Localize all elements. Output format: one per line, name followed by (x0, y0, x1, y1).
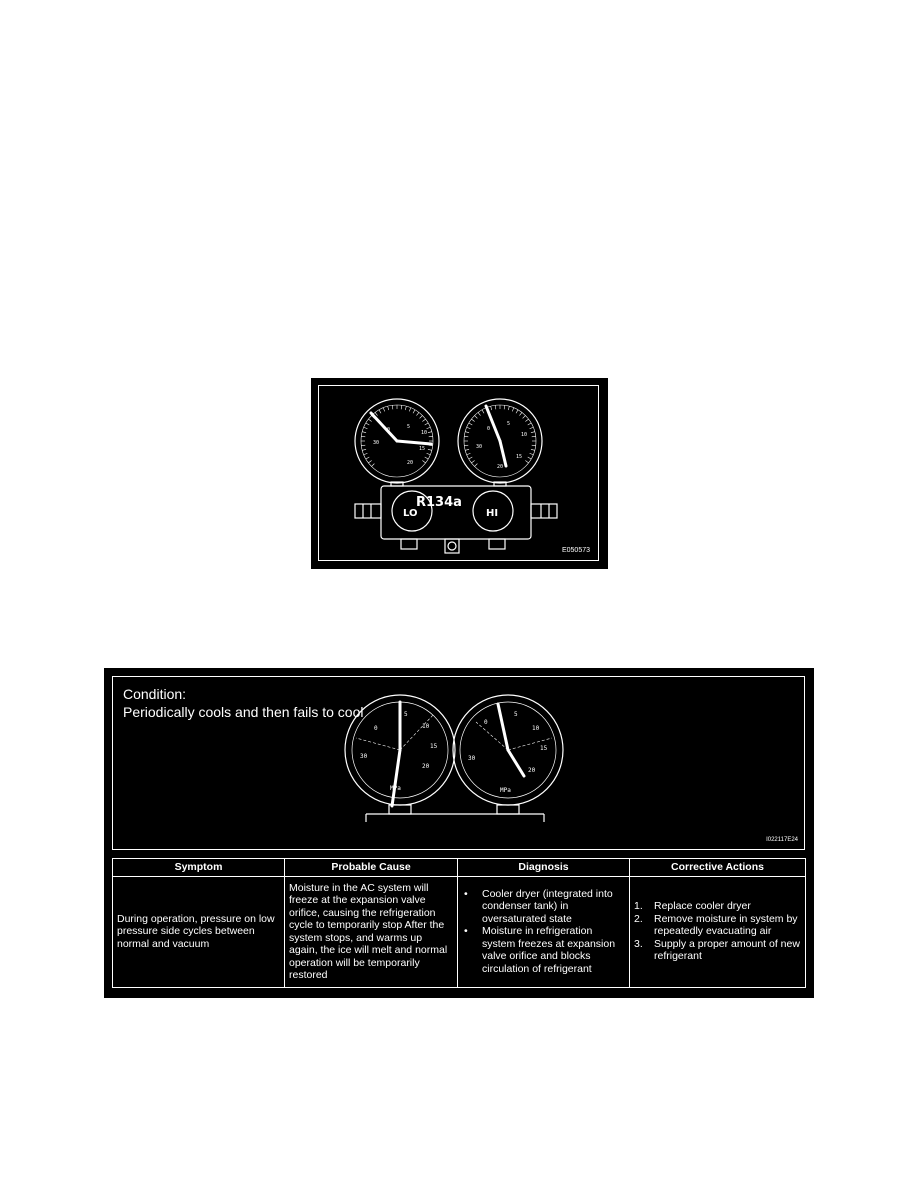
svg-text:10: 10 (521, 432, 528, 438)
gauge-tick (428, 432, 432, 433)
gauge-tick (467, 427, 471, 429)
action-number: 1. (634, 900, 643, 913)
header-corrective-actions: Corrective Actions (630, 859, 806, 877)
svg-text:10: 10 (421, 430, 428, 436)
gauge-tick (471, 419, 474, 421)
gauge-tick (405, 406, 406, 410)
low-gauge-needle (371, 413, 397, 441)
svg-text:0: 0 (487, 426, 491, 432)
gauge-tick (475, 416, 478, 419)
gauge-tick (361, 445, 365, 446)
high-gauge-needle (486, 406, 500, 441)
gauge-tick (362, 449, 366, 450)
diagnosis-list (462, 888, 625, 976)
gauge-tick (465, 432, 469, 433)
svg-text:15: 15 (540, 745, 548, 752)
gauge-tick (532, 436, 536, 437)
condition-text: Periodically cools and then fails to cool (123, 704, 364, 720)
condition-figure-code: I022117E24 (766, 837, 798, 843)
svg-text:10: 10 (532, 725, 540, 732)
gauge-tick (427, 453, 431, 455)
table-row (113, 876, 806, 987)
header-diagnosis: Diagnosis (458, 859, 630, 877)
manifold-label: R134a (416, 495, 462, 510)
diagnosis-cell (458, 876, 630, 987)
svg-text:MPa: MPa (390, 785, 401, 792)
svg-text:15: 15 (419, 446, 426, 452)
gauge-tick (422, 419, 425, 421)
gauge-tick (532, 445, 536, 446)
gauge-tick (469, 457, 472, 459)
gauge-tick (491, 406, 492, 410)
gauge-tick (525, 460, 528, 462)
gauge-tick (469, 423, 472, 425)
header-symptom: Symptom (113, 859, 285, 877)
gauge-tick (422, 460, 425, 462)
gauge-tick (425, 423, 428, 425)
gauge-tick (366, 457, 369, 459)
probable-cause-cell: Moisture in the AC system will freeze at the expansion valve orifice, causing the refrigeration cycle to temporarily stop After the system stops, and warms up again, the ice will melt and normal operation will be temporarily restored (285, 876, 458, 987)
gauge-tick (530, 453, 534, 455)
action-text: Supply a proper amount of new refrigerant (654, 937, 800, 963)
svg-text:15: 15 (516, 454, 523, 460)
manifold-gauge-drawing (311, 378, 608, 569)
gauge-tick (425, 457, 428, 459)
svg-text:5: 5 (407, 424, 411, 430)
gauge-tick (368, 419, 371, 421)
svg-text:20: 20 (407, 460, 414, 466)
header-probable-cause: Probable Cause (285, 859, 458, 877)
lo-label: LO (403, 508, 418, 519)
high-gauge-needle-2 (500, 441, 506, 466)
gauge-tick (388, 406, 389, 410)
gauge-tick (519, 412, 521, 415)
gauge-tick (364, 427, 368, 429)
svg-text:20: 20 (528, 767, 536, 774)
gauge-tick (530, 427, 534, 429)
svg-text:5: 5 (404, 711, 408, 718)
action-text: Replace cooler dryer (654, 900, 751, 913)
gauge-tick (464, 445, 468, 446)
gauge-tick (508, 406, 509, 410)
condition-label: Condition: (123, 686, 187, 702)
svg-text:30: 30 (360, 753, 368, 760)
gauge-tick (512, 408, 514, 412)
gauge-tick (429, 436, 433, 437)
svg-text:5: 5 (514, 711, 518, 718)
figure-code: E050573 (561, 547, 590, 554)
gauge-tick (464, 436, 468, 437)
svg-text:20: 20 (497, 464, 504, 470)
gauge-tick (504, 405, 505, 409)
svg-text:0: 0 (484, 719, 488, 726)
hi-label: HI (486, 508, 499, 519)
gauge-tick (427, 427, 431, 429)
svg-text:0: 0 (387, 427, 391, 433)
diagnosis-table (112, 858, 806, 988)
gauge-tick (413, 410, 415, 413)
gauge-tick (475, 464, 478, 467)
gauge-tick (366, 423, 369, 425)
gauge-tick (409, 408, 411, 412)
action-item (634, 937, 801, 963)
action-text: Remove moisture in system by repeatedly evacuating air (654, 912, 798, 938)
gauge-tick (528, 423, 531, 425)
gauge-tick (372, 464, 375, 467)
svg-text:20: 20 (422, 763, 430, 770)
gauge-tick (383, 408, 385, 412)
diagnosis-item: • Moisture in refrigeration system freezes at expansion valve orifice and blocks circulation of refrigerant (482, 925, 625, 975)
gauge-tick (362, 432, 366, 433)
gauge-tick (495, 405, 496, 409)
gauge-tick (523, 416, 526, 419)
symptom-cell: During operation, pressure on low pressure side cycles between normal and vacuum (113, 876, 285, 987)
svg-text:10: 10 (422, 723, 430, 730)
low-gauge-needle-2 (397, 441, 431, 444)
svg-text:30: 30 (468, 755, 476, 762)
gauge-tick (525, 419, 528, 421)
action-item (634, 900, 801, 913)
condition-high-needle (498, 704, 508, 750)
condition-gauges-drawing (104, 668, 814, 858)
gauge-tick (368, 460, 371, 462)
diagnosis-item: • Cooler dryer (integrated into condenser tank) in oversaturated state (482, 888, 625, 926)
gauge-tick (361, 436, 365, 437)
gauge-tick (392, 405, 393, 409)
gauge-tick (516, 410, 518, 413)
gauge-tick (379, 410, 381, 413)
gauge-tick (482, 410, 484, 413)
gauge-tick (478, 412, 480, 415)
gauge-tick (528, 457, 531, 459)
action-item (634, 912, 801, 938)
gauge-tick (471, 460, 474, 462)
gauge-tick (428, 449, 432, 450)
svg-text:15: 15 (430, 743, 438, 750)
svg-text:30: 30 (476, 444, 483, 450)
gauge-tick (465, 449, 469, 450)
svg-text:0: 0 (374, 725, 378, 732)
corrective-actions-cell (630, 876, 806, 987)
condition-high-needle-2 (508, 750, 524, 776)
manifold-gauge-figure (311, 378, 608, 569)
gauge-tick (375, 412, 377, 415)
diagnosis-figure (104, 668, 814, 998)
action-number: 2. (634, 912, 643, 925)
gauge-tick (416, 412, 418, 415)
gauge-tick (531, 449, 535, 450)
gauge-tick (401, 405, 402, 409)
svg-text:MPa: MPa (500, 787, 511, 794)
gauge-tick (467, 453, 471, 455)
action-number: 3. (634, 937, 643, 950)
svg-text:30: 30 (373, 440, 380, 446)
svg-text:5: 5 (507, 421, 511, 427)
table-header-row (113, 859, 806, 877)
gauge-tick (420, 416, 423, 419)
gauge-tick (364, 453, 368, 455)
corrective-actions-list (634, 900, 801, 963)
gauge-tick (531, 432, 535, 433)
